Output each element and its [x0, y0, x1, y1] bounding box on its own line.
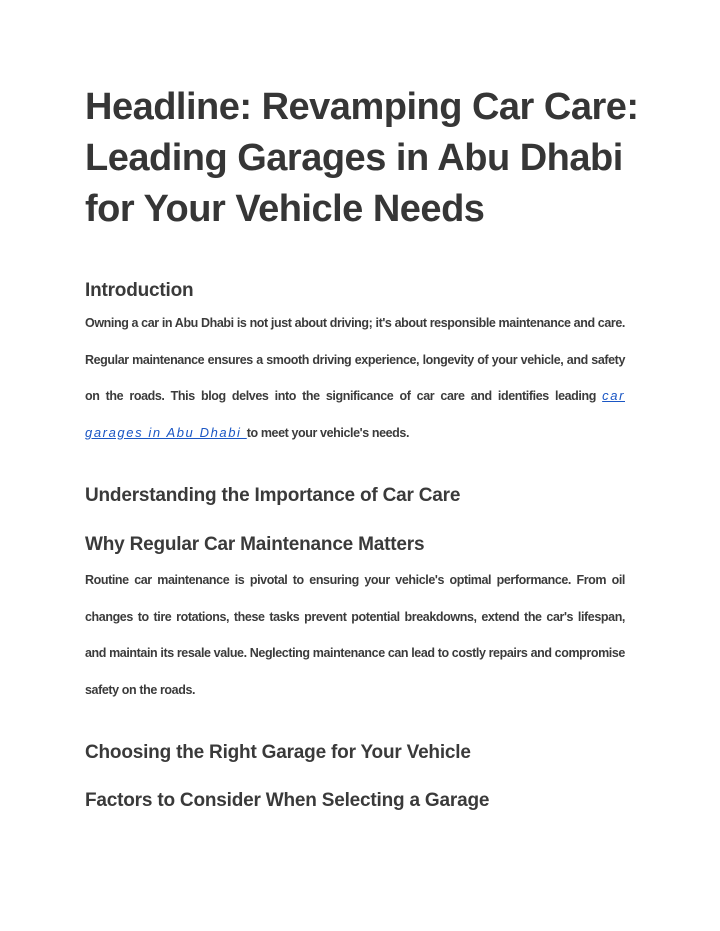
- maintenance-paragraph: Routine car maintenance is pivotal to ensuring your vehicle's optimal performance. From oil changes to tire rotations, these tasks prevent potential breakdowns, extend the car's lifespan, and maintain its resale value. Neglecting maintenance can lead to costly repairs and compromise safety on the roads.: [85, 573, 625, 698]
- section-maintenance-subheading: Why Regular Car Maintenance Matters: [85, 534, 425, 555]
- section-factors-subheading: Factors to Consider When Selecting a Garage: [85, 790, 490, 811]
- car-garages-link[interactable]: car garages in Abu Dhabi: [85, 388, 625, 440]
- section-choosing-heading: Choosing the Right Garage for Your Vehicle: [85, 742, 471, 763]
- intro-paragraph: [85, 305, 625, 451]
- intro-heading: Introduction: [85, 280, 194, 301]
- section-importance-heading: Understanding the Importance of Car Care: [85, 485, 461, 506]
- intro-text-before-link: Owning a car in Abu Dhabi is not just about driving; it's about responsible maintenance and care. Regular maintenance ensures a smooth driving experience, longevity of your vehicle, and safety on the roads. This blog delves into the significance of car care and identifies leading: [85, 316, 625, 403]
- intro-text-after-link: to meet your vehicle's needs.: [246, 425, 410, 440]
- page-title: Headline: Revamping Car Care: Leading Garages in Abu Dhabi for Your Vehicle Needs: [85, 86, 639, 230]
